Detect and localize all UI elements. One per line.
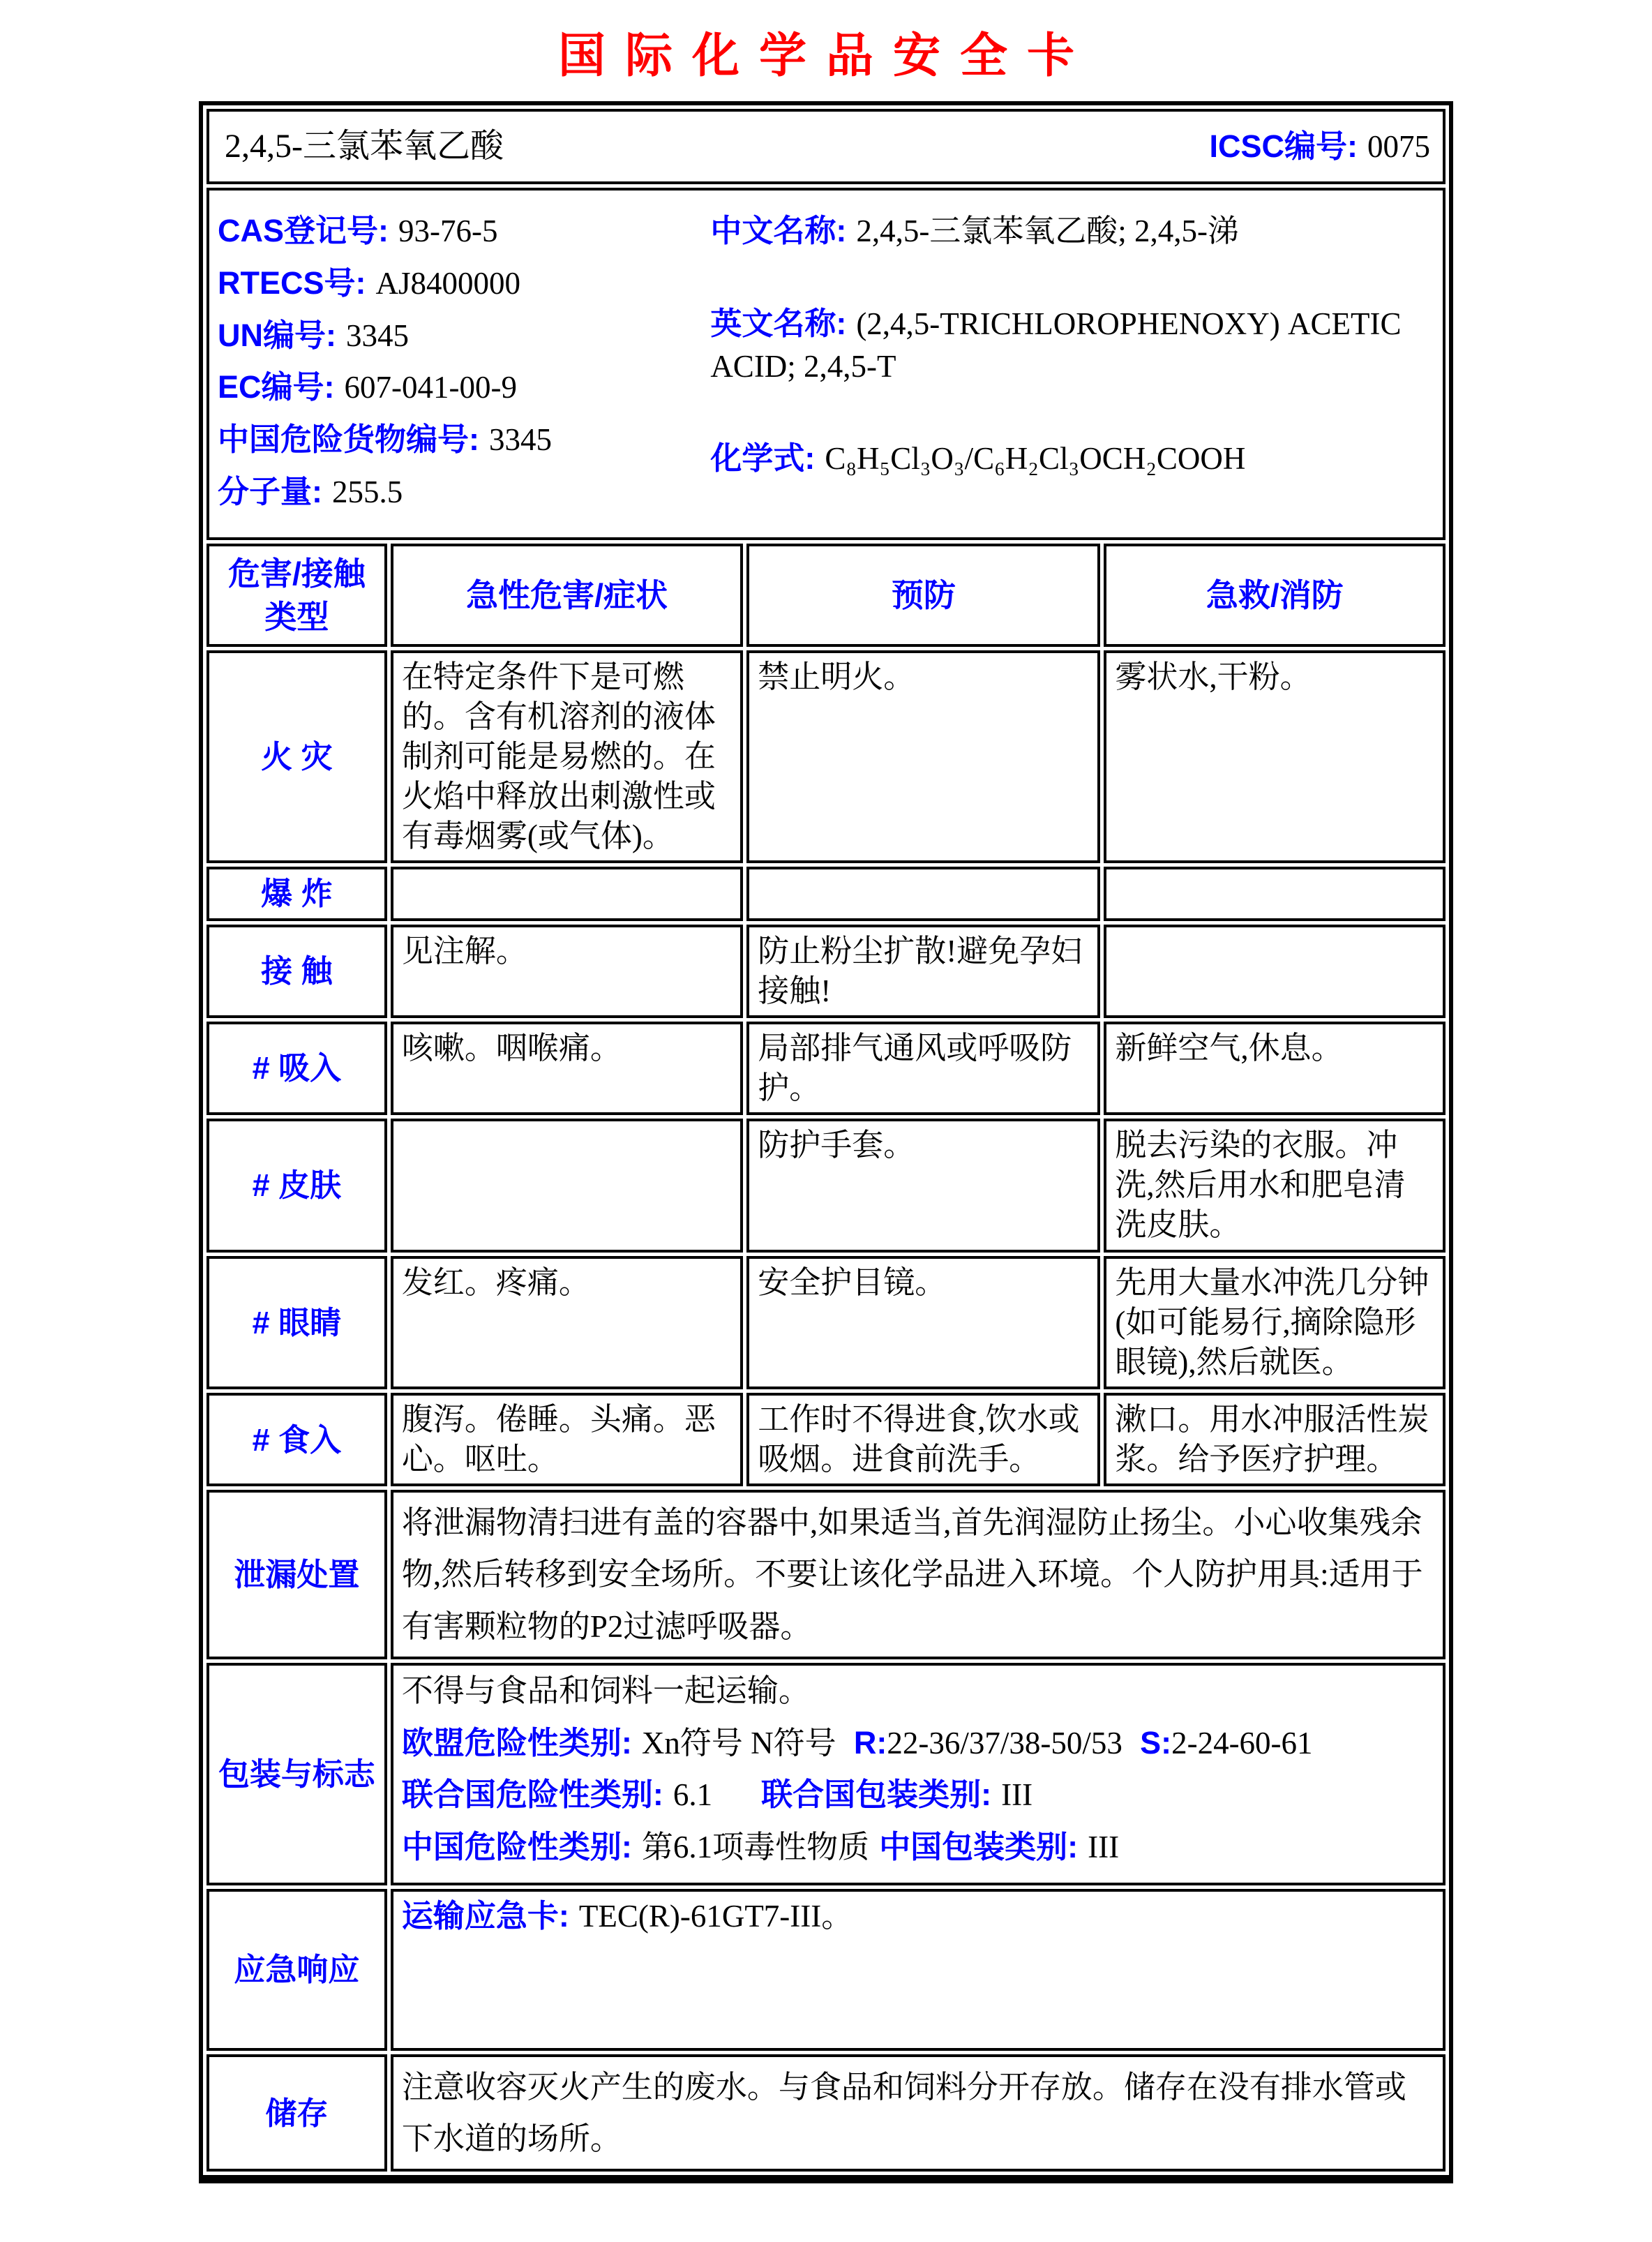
fire-symptoms: 在特定条件下是可燃的。含有机溶剂的液体制剂可能是易燃的。在火焰中释放出刺激性或有毒烟雾(或气体)。: [391, 650, 743, 864]
ec-value: 607-041-00-9: [344, 370, 517, 405]
cas-value: 93-76-5: [398, 214, 498, 248]
chinese-name-line: [710, 210, 1434, 253]
formula-value: C₈H₅Cl₃O₃/C₆H₂Cl₃OCH₂COOH: [825, 441, 1246, 477]
un-value: 3345: [345, 317, 409, 353]
explosion-first-aid: [1104, 867, 1446, 920]
explosion-prevention: [746, 867, 1100, 920]
cas-label: CAS登记号:: [218, 213, 389, 248]
inhalation-prevention: 局部排气通风或呼吸防护。: [746, 1022, 1100, 1115]
cn-class-label: 中国危险性类别:: [401, 1829, 632, 1865]
hazard-header-firstaid: 急救/消防: [1104, 544, 1446, 647]
inhalation-label: # 吸入: [206, 1022, 387, 1115]
fire-prevention: 禁止明火。: [746, 650, 1100, 864]
terc-label: 运输应急卡:: [401, 1897, 569, 1934]
molweight-label: 分子量:: [218, 473, 322, 509]
un-pack-value: III: [1001, 1777, 1033, 1813]
emergency-label: 应急响应: [206, 1889, 387, 2051]
icsc-value: 0075: [1367, 128, 1430, 164]
icsc-label: ICSC编号:: [1209, 128, 1358, 164]
cn-pack-value: III: [1088, 1830, 1120, 1865]
identifier-list: [218, 200, 710, 523]
ingestion-prevention: 工作时不得进食,饮水或吸烟。进食前洗手。: [746, 1393, 1100, 1486]
icsc-number: [1210, 126, 1435, 167]
packaging-cn-line: [402, 1826, 1434, 1869]
rtecs-value: AJ8400000: [375, 265, 521, 301]
cn-class-value: 第6.1项毒性物质: [641, 1830, 870, 1865]
chinese-name-label: 中文名称:: [710, 213, 847, 248]
hazard-header-symptoms: 急性危害/症状: [391, 544, 743, 647]
hazard-row-ingestion: [206, 1393, 1446, 1486]
eu-class-value: Xn符号 N符号: [641, 1725, 836, 1761]
formula-label: 化学式:: [710, 440, 816, 477]
skin-first-aid: 脱去污染的衣服。冲洗,然后用水和肥皂清洗皮肤。: [1104, 1119, 1446, 1252]
terc-value: TEC(R)-61GT7-III。: [578, 1898, 853, 1934]
formula-line: [710, 438, 1434, 480]
packaging-cell: [391, 1663, 1446, 1885]
r-phrase-label: R:: [853, 1724, 887, 1761]
hazard-row-explosion: [206, 867, 1446, 920]
section-row-spillage: [206, 1490, 1446, 1659]
exposure-first-aid: [1104, 925, 1446, 1018]
hazard-row-inhalation: [206, 1022, 1446, 1115]
ingestion-label: # 食入: [206, 1393, 387, 1486]
explosion-label: 爆 炸: [206, 867, 387, 920]
s-phrase-label: S:: [1140, 1724, 1172, 1761]
exposure-label: 接 触: [206, 925, 387, 1018]
safety-card-table: [199, 101, 1453, 2183]
hazard-row-exposure: [206, 925, 1446, 1018]
info-row: [206, 188, 1446, 540]
hazard-header-type: 危害/接触类型: [206, 544, 387, 647]
s-phrase-value: 2-24-60-61: [1171, 1725, 1313, 1761]
storage-label: 储存: [206, 2054, 387, 2172]
name-row: [206, 109, 1446, 184]
emergency-cell: [391, 1889, 1446, 2051]
packaging-label: 包装与标志: [206, 1663, 387, 1885]
chemical-name: 2,4,5-三氯苯氧乙酸: [225, 127, 504, 165]
china-dg-label: 中国危险货物编号:: [218, 421, 479, 457]
explosion-symptoms: [391, 867, 743, 920]
eu-class-label: 欧盟危险性类别:: [401, 1724, 632, 1761]
fire-first-aid: 雾状水,干粉。: [1104, 650, 1446, 864]
skin-prevention: 防护手套。: [746, 1119, 1100, 1252]
identifier-cas: [218, 210, 710, 253]
spillage-text: 将泄漏物清扫进有盖的容器中,如果适当,首先润湿防止扬尘。小心收集残余物,然后转移到安全场所。不要让该化学品进入环境。个人防护用具:适用于有害颗粒物的P2过滤呼吸器。: [391, 1490, 1446, 1659]
hazard-header-prevention: 预防: [746, 544, 1100, 647]
ingestion-first-aid: 漱口。用水冲服活性炭浆。给予医疗护理。: [1104, 1393, 1446, 1486]
packaging-un-line: [402, 1774, 1434, 1816]
identifier-rtecs: [218, 262, 710, 305]
eyes-label: # 眼睛: [206, 1256, 387, 1389]
section-row-packaging: [206, 1663, 1446, 1885]
hazard-header-row: [206, 544, 1446, 647]
identifier-molweight: [218, 471, 710, 514]
name-list: [710, 200, 1434, 523]
skin-label: # 皮肤: [206, 1119, 387, 1252]
exposure-prevention: 防止粉尘扩散!避免孕妇接触!: [746, 925, 1100, 1018]
un-class-label: 联合国危险性类别:: [401, 1777, 663, 1813]
name-cell: [206, 109, 1446, 184]
r-phrase-value: 22-36/37/38-50/53: [887, 1725, 1122, 1761]
hazard-row-skin: [206, 1119, 1446, 1252]
packaging-eu-line: [402, 1722, 1434, 1765]
fire-label: 火 灾: [206, 650, 387, 864]
section-row-emergency: [206, 1889, 1446, 2051]
section-row-storage: [206, 2054, 1446, 2172]
page-title: 国际化学品安全卡: [557, 29, 1094, 82]
english-name-label: 英文名称:: [710, 305, 847, 341]
ingestion-symptoms: 腹泻。倦睡。头痛。恶心。呕吐。: [391, 1393, 743, 1486]
spillage-label: 泄漏处置: [206, 1490, 387, 1659]
eyes-first-aid: 先用大量水冲洗几分钟(如可能易行,摘除隐形眼镜),然后就医。: [1104, 1256, 1446, 1389]
chinese-name-value: 2,4,5-三氯苯氧乙酸; 2,4,5-涕: [856, 214, 1240, 248]
exposure-symptoms: 见注解。: [391, 925, 743, 1018]
china-dg-value: 3345: [489, 422, 552, 457]
skin-symptoms: [391, 1119, 743, 1252]
identifier-china-dg: [218, 419, 710, 461]
inhalation-first-aid: 新鲜空气,休息。: [1104, 1022, 1446, 1115]
storage-text: 注意收容灭火产生的废水。与食品和饲料分开存放。储存在没有排水管或下水道的场所。: [391, 2054, 1446, 2172]
info-cell: [206, 188, 1446, 540]
hazard-row-fire: [206, 650, 1446, 864]
rtecs-label: RTECS号:: [218, 264, 366, 301]
un-label: UN编号:: [218, 317, 336, 353]
un-class-value: 6.1: [673, 1777, 713, 1813]
eyes-symptoms: 发红。疼痛。: [391, 1256, 743, 1389]
identifier-ec: [218, 366, 710, 409]
ec-label: EC编号:: [218, 369, 335, 405]
inhalation-symptoms: 咳嗽。咽喉痛。: [391, 1022, 743, 1115]
cn-pack-label: 中国包装类别:: [879, 1829, 1079, 1865]
molweight-value: 255.5: [332, 474, 403, 509]
english-name-value: (2,4,5-TRICHLOROPHENOXY) ACETIC ACID; 2,4,5-T: [710, 306, 1402, 384]
identifier-un: [218, 315, 710, 357]
hazard-row-eyes: [206, 1256, 1446, 1389]
packaging-transport-note: 不得与食品和饲料一起运输。: [401, 1673, 810, 1708]
un-pack-label: 联合国包装类别:: [761, 1777, 992, 1813]
english-name-line: [710, 303, 1434, 388]
eyes-prevention: 安全护目镜。: [746, 1256, 1100, 1389]
